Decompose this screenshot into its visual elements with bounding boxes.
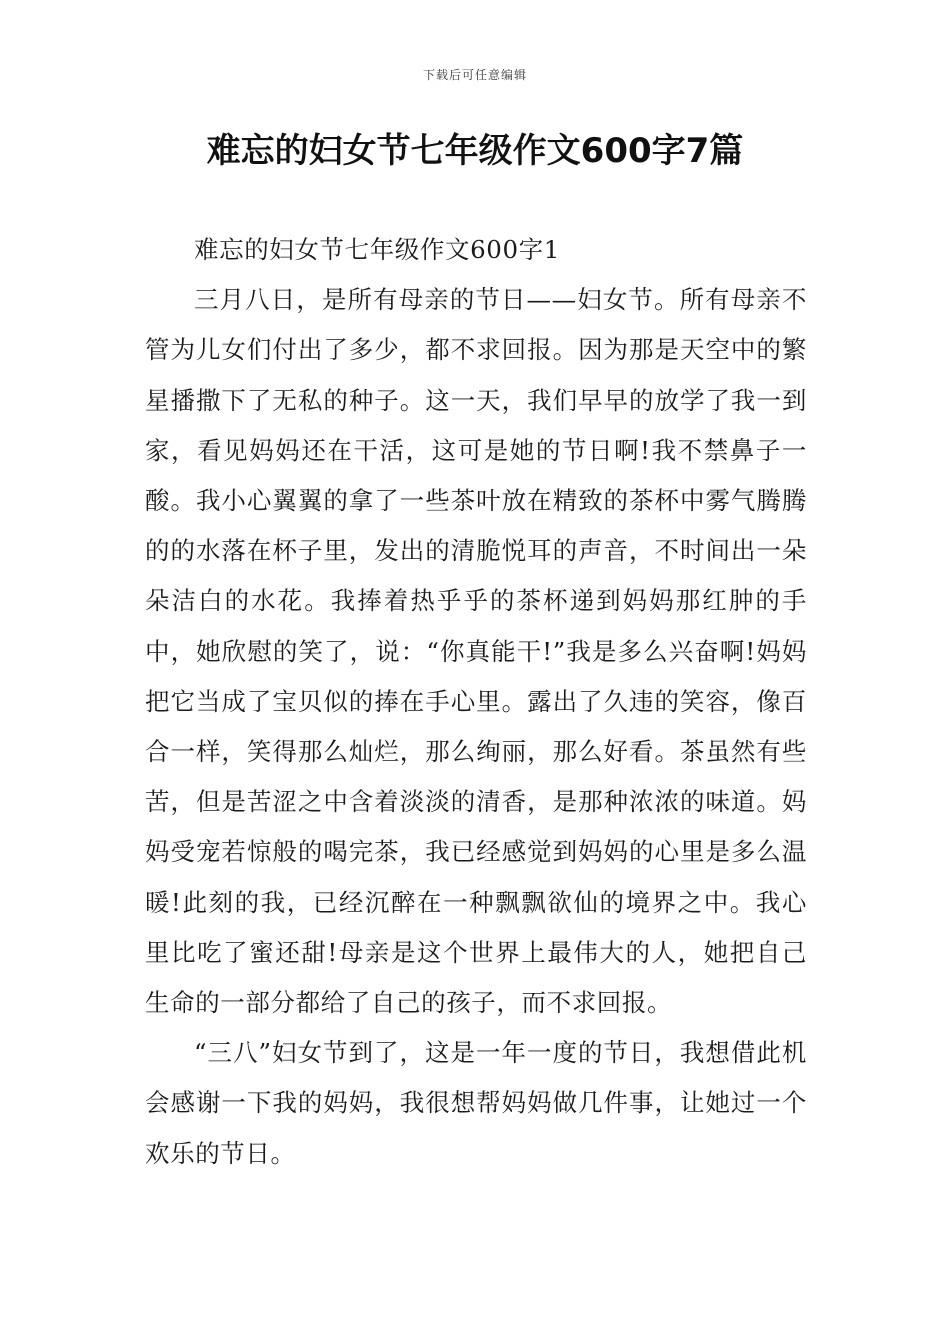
- header-note: 下载后可任意编辑: [422, 68, 527, 82]
- body-paragraph: “三八”妇女节到了，这是一年一度的节日，我想借此机会感谢一下我的妈妈，我很想帮妈妈做几件事，让她过一个欢乐的节日。: [145, 1038, 807, 1168]
- body-paragraph: 三月八日，是所有母亲的节日——妇女节。所有母亲不管为儿女们付出了多少，都不求回报。因为那是天空中的繁星播撒下了无私的种子。这一天，我们早早的放学了我一到家，看见妈妈还在干活，这可是她的节日啊!我不禁鼻子一酸。我小心翼翼的拿了一些茶叶放在精致的茶杯中雾气腾腾的的水落在杯子里，发出的清脆悦耳的声音，不时间出一朵朵洁白的水花。我捧着热乎乎的茶杯递到妈妈那红肿的手中，她欣慰的笑了，说：“你真能干!”我是多么兴奋啊!妈妈把它当成了宝贝似的捧在手心里。露出了久违的笑容，像百合一样，笑得那么灿烂，那么绚丽，那么好看。茶虽然有些苦，但是苦涩之中含着淡淡的清香，是那种浓浓的味道。妈妈受宠若惊般的喝完茶，我已经感觉到妈妈的心里是多么温暖!此刻的我，已经沉醉在一种飘飘欲仙的境界之中。我心里比吃了蜜还甜!母亲是这个世界上最伟大的人，她把自己生命的一部分都给了自己的孩子，而不求回报。: [145, 285, 807, 1018]
- section-heading: 难忘的妇女节七年级作文600字1: [194, 235, 560, 264]
- document-title: 难忘的妇女节七年级作文600字7篇: [206, 131, 744, 171]
- document-body: [145, 225, 807, 1179]
